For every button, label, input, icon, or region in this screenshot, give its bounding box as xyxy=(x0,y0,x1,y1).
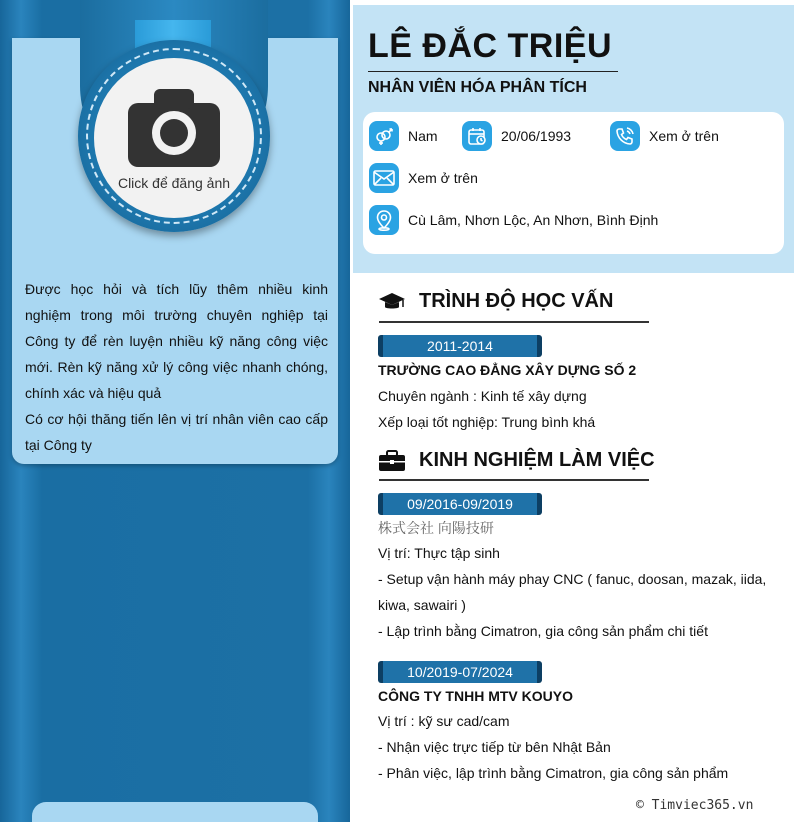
contact-gender xyxy=(369,121,438,151)
education-grade: Xếp loại tốt nghiệp: Trung bình khá xyxy=(378,414,596,430)
objective-line: Được học hỏi và tích lũy thêm nhiều kinh nghiệm trong môi trường chuyên nghiệp tại Công ty để rèn luyện nhiều kỹ năng công việc mới. Rèn kỹ năng xử lý công việc nhanh chóng, chính xác và hiệu quả xyxy=(25,281,328,401)
experience-divider xyxy=(379,479,649,481)
calendar-icon xyxy=(462,121,492,151)
profile-header xyxy=(353,5,794,273)
education-major: Chuyên ngành : Kinh tế xây dựng xyxy=(378,388,587,404)
job-detail: - Phân việc, lập trình bằng Cimatron, gia công sản phẩm xyxy=(378,765,729,781)
name-divider xyxy=(368,71,618,72)
job-detail: - Nhận việc trực tiếp từ bên Nhật Bản xyxy=(378,739,611,755)
objective-line: Có cơ hội thăng tiến lên vị trí nhân viên cao cấp tại Công ty xyxy=(25,411,328,453)
footer-copyright[interactable]: © Timviec365.vn xyxy=(636,798,754,813)
contact-phone[interactable] xyxy=(610,121,719,151)
graduation-cap-icon xyxy=(379,291,405,313)
gender-icon xyxy=(369,121,399,151)
job-title: NHÂN VIÊN HÓA PHÂN TÍCH xyxy=(368,79,587,96)
avatar-upload-label: Click để đăng ảnh xyxy=(117,175,231,191)
education-period: 2011-2014 xyxy=(378,335,542,357)
location-pin-icon xyxy=(369,205,399,235)
company-name: 株式会社 向陽技研 xyxy=(378,520,494,536)
briefcase-icon xyxy=(379,450,405,472)
birthday-value: 20/06/1993 xyxy=(501,128,572,144)
experience-period: 09/2016-09/2019 xyxy=(378,493,542,515)
address-value: Cù Lâm, Nhơn Lộc, An Nhơn, Bình Định xyxy=(408,212,659,228)
experience-title: KINH NGHIỆM LÀM VIỆC xyxy=(419,449,655,471)
left-column xyxy=(0,0,350,822)
experience-heading xyxy=(379,449,655,472)
left-bottom-card xyxy=(32,802,318,822)
contact-birthday xyxy=(462,121,571,151)
career-objective xyxy=(25,276,328,458)
avatar-upload[interactable] xyxy=(94,58,254,218)
contact-address xyxy=(369,205,658,235)
phone-icon xyxy=(610,121,640,151)
education-title: TRÌNH ĐỘ HỌC VẤN xyxy=(419,290,614,312)
experience-period: 10/2019-07/2024 xyxy=(378,661,542,683)
email-value: Xem ở trên xyxy=(408,170,478,186)
company-name: CÔNG TY TNHH MTV KOUYO xyxy=(378,688,573,704)
contact-email[interactable] xyxy=(369,163,478,193)
job-detail: - Setup vận hành máy phay CNC ( fanuc, doosan, mazak, iida, kiwa, sawairi ) xyxy=(378,571,767,613)
full-name: LÊ ĐẮC TRIỆU xyxy=(368,27,612,65)
gender-value: Nam xyxy=(408,128,438,144)
phone-value: Xem ở trên xyxy=(649,128,719,144)
email-icon xyxy=(369,163,399,193)
contact-card xyxy=(363,112,784,254)
education-heading xyxy=(379,290,613,313)
job-role: Vị trí: Thực tập sinh xyxy=(378,545,500,561)
job-detail: - Lập trình bằng Cimatron, gia công sản phẩm chi tiết xyxy=(378,623,708,639)
camera-icon xyxy=(128,89,220,167)
school-name: TRƯỜNG CAO ĐẲNG XÂY DỰNG SỐ 2 xyxy=(378,362,637,378)
education-divider xyxy=(379,321,649,323)
job-role: Vị trí : kỹ sư cad/cam xyxy=(378,713,510,729)
